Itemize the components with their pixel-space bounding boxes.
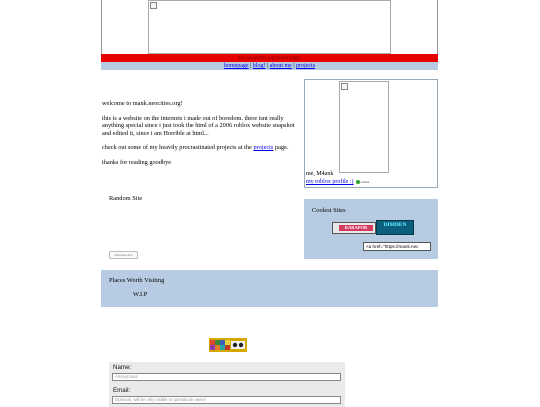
online-status-icon: [356, 180, 360, 184]
places-panel: [101, 270, 438, 307]
email-label: Email:: [113, 387, 131, 394]
profile-caption-block: [306, 170, 369, 186]
about-text: this is a website on the internets i made out of boredom. there isnt really anything special since i just took the html of a 2006 roblox website snapshot and edited it, since i am Horrible at html...: [102, 114, 295, 137]
badge-label: DIMDEN: [383, 222, 407, 228]
pixel-art-banner-icon: [209, 338, 247, 352]
coolest-sites-title: Coolest Sites: [312, 207, 346, 214]
profile-caption: me, M4ank: [306, 171, 334, 177]
projects-suffix: page.: [273, 144, 289, 151]
nav-separator: |: [266, 63, 270, 69]
nav-link-projects[interactable]: projects: [296, 63, 316, 69]
intro-section: [102, 100, 302, 173]
profile-image: [339, 81, 389, 173]
site-badge-rarapor[interactable]: [332, 222, 376, 234]
nav-link-blog[interactable]: blog!: [252, 63, 266, 69]
broken-image-icon: [341, 83, 348, 90]
places-title: Places Worth Visiting: [109, 277, 165, 284]
link-code-textbox[interactable]: <a href="https://mank.nec: [363, 242, 431, 251]
projects-text: [102, 144, 302, 152]
welcome-text: welcome to mank.neocities.org!: [102, 100, 183, 107]
guestbook-form: [109, 362, 345, 407]
site-badge-dimden[interactable]: [376, 220, 414, 235]
nav-separator: |: [250, 63, 253, 69]
roblox-profile-link[interactable]: my roblox profile :): [306, 179, 354, 185]
name-input[interactable]: Anonymous: [112, 373, 341, 381]
broken-image-icon: [150, 2, 157, 9]
nav-separator: |: [293, 63, 297, 69]
online-status-text: online: [360, 180, 370, 184]
nav-bar: [101, 62, 438, 70]
banner-image: [148, 0, 391, 54]
random-site-title: Random Site: [109, 195, 143, 202]
badge-label: RARAPOR: [339, 225, 373, 231]
thanks-text: thanks for reading goodbye: [102, 158, 172, 166]
nav-link-about-me[interactable]: about me: [269, 63, 292, 69]
header-tagline-bar: [101, 54, 438, 62]
nav-link-homepage[interactable]: homepage: [223, 63, 249, 69]
header-tagline: the neocities.org home page: [238, 55, 301, 61]
projects-link[interactable]: projects: [253, 144, 274, 151]
places-wip: W.I.P: [133, 291, 148, 298]
name-label: Name:: [113, 364, 132, 371]
projects-prefix: check out some of my heavily procrastinated projects at the: [102, 144, 254, 151]
email-input[interactable]: Optional, will be only visible to guestbook owner: [112, 396, 341, 404]
mini-banner-image[interactable]: [209, 338, 247, 352]
random-ad-button[interactable]: Random Ad!: [109, 251, 138, 259]
